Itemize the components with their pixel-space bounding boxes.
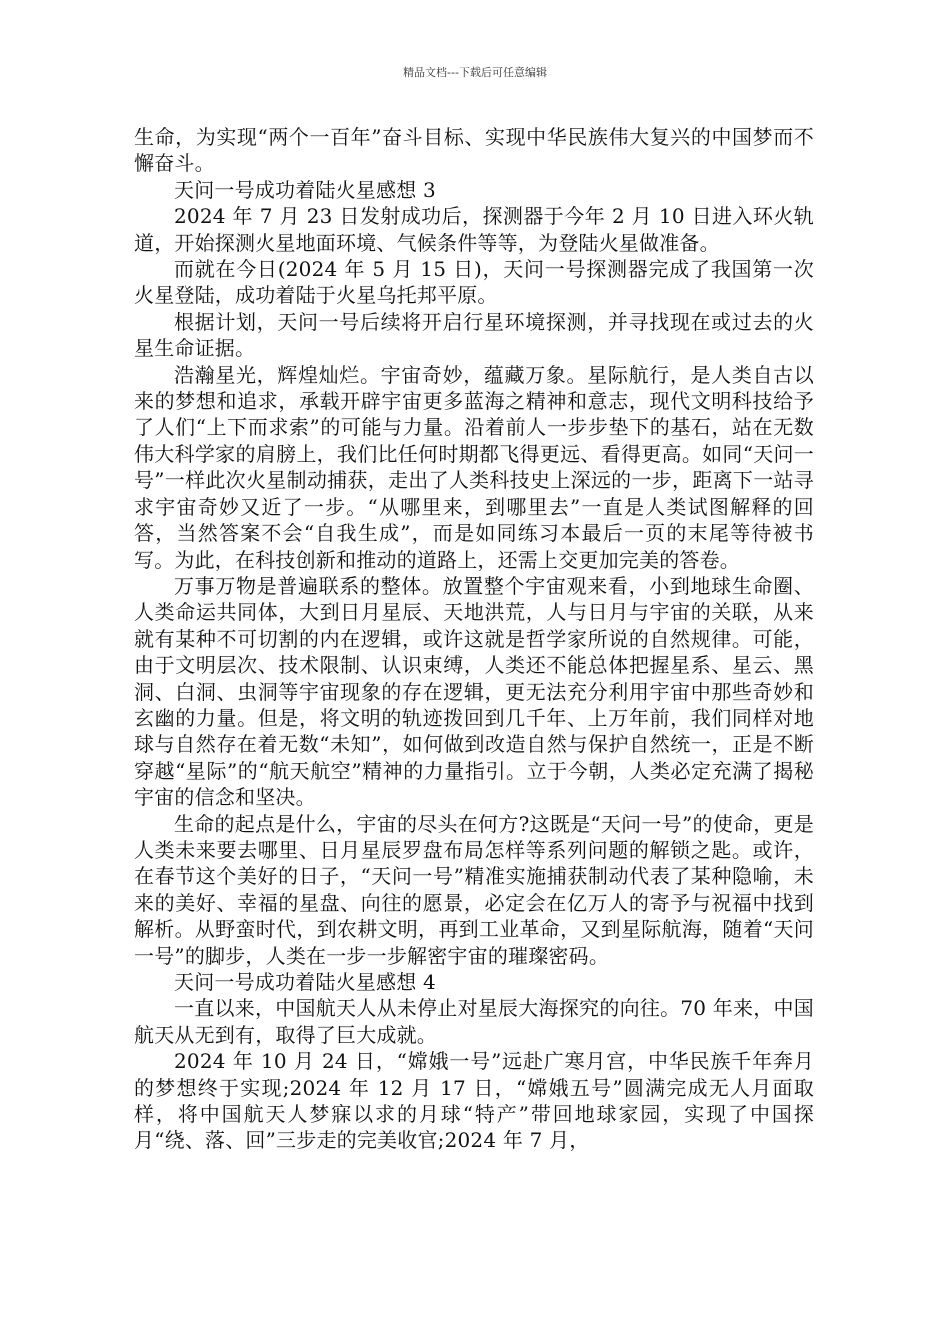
section-heading-3: 天问一号成功着陆火星感想 3 xyxy=(174,177,436,202)
paragraph-3: 而就在今日(2024 年 5 月 15 日)，天问一号探测器完成了我国第一次火星登陆，成功着陆于火星乌托邦平原。 xyxy=(134,257,814,308)
paragraph-6: 万事万物是普遍联系的整体。放置整个宇宙观来看，小到地球生命圈、人类命运共同体，大到日月星辰、天地洪荒，人与日月与宇宙的关联，从来就有某种不可切割的内在逻辑，或许这就是哲学家所说的自然规律。可能，由于文明层次、技术限制、认识束缚，人类还不能总体把握星系、星云、黑洞、白洞、虫洞等宇宙现象的存在逻辑，更无法充分利用宇宙中那些奇妙和玄幽的力量。但是，将文明的轨迹拨回到几千年、上万年前，我们同样对地球与自然存在着无数“未知”，如何做到改造自然与保护自然统一，正是不断穿越“星际”的“航天航空”精神的力量指引。立于今朝，人类必定充满了揭秘宇宙的信念和坚决。 xyxy=(134,573,814,810)
page-header: 精品文档---下载后可任意编辑 xyxy=(403,66,547,79)
document-body xyxy=(134,124,814,1154)
paragraph-8: 一直以来，中国航天人从未停止对星辰大海探究的向往。70 年来，中国航天从无到有，取得了巨大成就。 xyxy=(134,996,814,1047)
paragraph-9: 2024 年 10 月 24 日，“嫦娥一号”远赴广寒月宫，中华民族千年奔月的梦想终于实现;2024 年 12 月 17 日，“嫦娥五号”圆满完成无人月面取样，将中国航天人梦寐以求的月球“特产”带回地球家园，实现了中国探月“绕、落、回”三步走的完美收官;2024 年 7 月， xyxy=(134,1049,814,1153)
paragraph-7: 生命的起点是什么，宇宙的尽头在何方?这既是“天问一号”的使命，更是人类未来要去哪里、日月星辰罗盘布局怎样等系列问题的解锁之匙。或许，在春节这个美好的日子，“天问一号”精准实施捕获制动代表了某种隐喻，未来的美好、幸福的星盘、向往的愿景，必定会在亿万人的寄予与祝福中找到解析。从野蛮时代，到农耕文明，再到工业革命，又到星际航海，随着“天问一号”的脚步，人类在一步一步解密宇宙的璀璨密码。 xyxy=(134,811,814,968)
section-heading-4: 天问一号成功着陆火星感想 4 xyxy=(174,970,436,994)
paragraph-1: 生命，为实现“两个一百年”奋斗目标、实现中华民族伟大复兴的中国梦而不懈奋斗。 xyxy=(134,125,814,176)
paragraph-4: 根据计划，天问一号后续将开启行星环境探测，并寻找现在或过去的火星生命证据。 xyxy=(134,309,814,361)
paragraph-5: 浩瀚星光，辉煌灿烂。宇宙奇妙，蕴藏万象。星际航行，是人类自古以来的梦想和追求，承载开辟宇宙更多蓝海之精神和意志，现代文明科技给予了人们“上下而求索”的可能与力量。沿着前人一步步垫下的基石，站在无数伟大科学家的肩膀上，我们比任何时期都飞得更远、看得更高。如同“天问一号”一样此次火星制动捕获，走出了人类科技史上深远的一步，距离下一站寻求宇宙奇妙又近了一步。“从哪里来，到哪里去”一直是人类试图解释的回答，当然答案不会“自我生成”，而是如同练习本最后一页的末尾等待被书写。为此，在科技创新和推动的道路上，还需上交更加完美的答卷。 xyxy=(134,362,814,572)
paragraph-2: 2024 年 7 月 23 日发射成功后，探测器于今年 2 月 10 日进入环火轨道，开始探测火星地面环境、气候条件等等，为登陆火星做准备。 xyxy=(134,204,814,255)
